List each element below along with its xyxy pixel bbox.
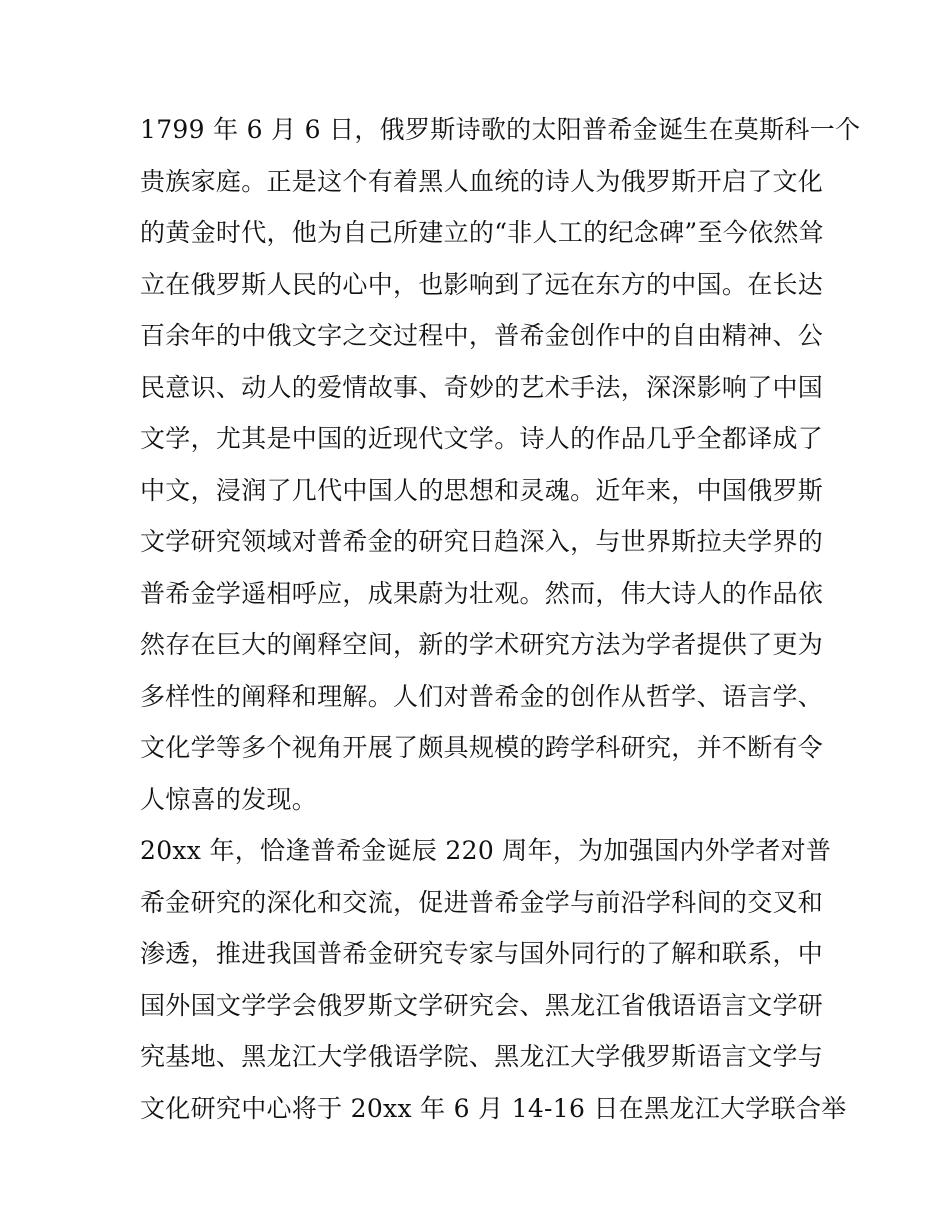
text-line: 国外国文学学会俄罗斯文学研究会、黑龙江省俄语语言文学研 xyxy=(140,990,824,1020)
text-line: 普希金学遥相呼应，成果蔚为壮观。然而，伟大诗人的作品依 xyxy=(140,578,824,608)
text-line: 中文，浸润了几代中国人的思想和灵魂。近年来，中国俄罗斯 xyxy=(140,475,824,505)
text-line: 希金研究的深化和交流，促进普希金学与前沿学科间的交叉和 xyxy=(140,887,824,917)
text-line: 1799 年 6 月 6 日，俄罗斯诗歌的太阳普希金诞生在莫斯科一个 xyxy=(140,115,861,144)
text-line: 的黄金时代，他为自己所建立的“非人工的纪念碑”至今依然耸 xyxy=(140,218,824,247)
text-line: 文化学等多个视角开展了颇具规模的跨学科研究，并不断有令 xyxy=(140,733,824,762)
body-text xyxy=(140,104,861,1134)
text-line: 百余年的中俄文字之交过程中，普希金创作中的自由精神、公 xyxy=(140,321,824,350)
text-line: 人惊喜的发现。 xyxy=(140,784,318,814)
text-line: 多样性的阐释和理解。人们对普希金的创作从哲学、语言学、 xyxy=(140,681,824,711)
text-line: 民意识、动人的爱情故事、奇妙的艺术手法，深深影响了中国 xyxy=(140,372,824,402)
text-line: 究基地、黑龙江大学俄语学院、黑龙江大学俄罗斯语言文学与 xyxy=(140,1042,824,1071)
text-line: 立在俄罗斯人民的心中，也影响到了远在东方的中国。在长达 xyxy=(140,269,824,299)
text-line: 文化研究中心将于 20xx 年 6 月 14-16 日在黑龙江大学联合举 xyxy=(140,1093,847,1123)
text-line: 文学研究领域对普希金的研究日趋深入，与世界斯拉夫学界的 xyxy=(140,527,824,556)
text-line: 贵族家庭。正是这个有着黑人血统的诗人为俄罗斯开启了文化 xyxy=(140,166,824,196)
text-line: 然存在巨大的阐释空间，新的学术研究方法为学者提供了更为 xyxy=(140,630,824,659)
text-line: 文学，尤其是中国的近现代文学。诗人的作品几乎全都译成了 xyxy=(140,424,824,453)
text-line: 20xx 年，恰逢普希金诞辰 220 周年，为加强国内外学者对普 xyxy=(140,836,832,865)
text-line: 渗透，推进我国普希金研究专家与国外同行的了解和联系，中 xyxy=(140,939,824,968)
